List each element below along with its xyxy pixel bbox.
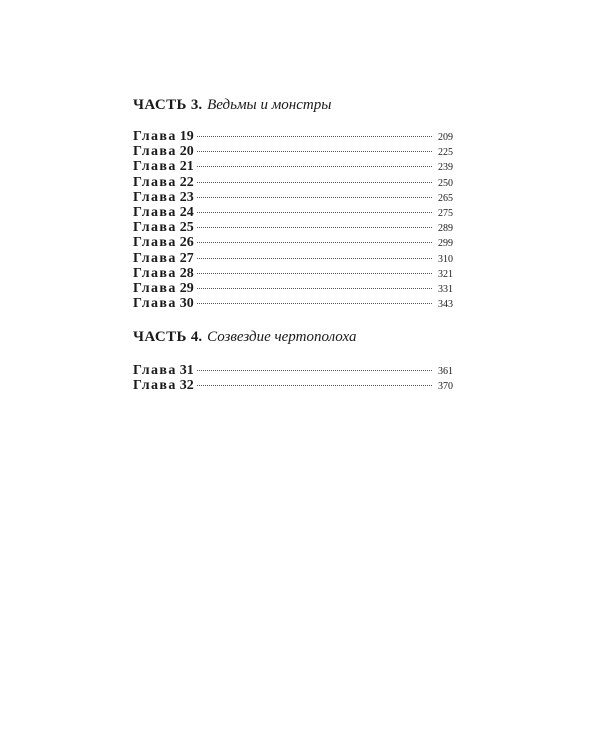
toc-entry: [133, 220, 453, 235]
part-label: ЧАСТЬ: [133, 329, 187, 346]
page-number: 343: [438, 299, 453, 311]
page-number: 310: [438, 253, 453, 265]
chapter-label: Глава: [133, 250, 177, 266]
chapter-label: Глава: [133, 189, 177, 205]
toc-entry: [133, 296, 453, 311]
chapter-number: 20: [179, 144, 194, 160]
chapter-number: 19: [179, 129, 194, 144]
page-number: 361: [438, 366, 453, 378]
part-number: 4.: [190, 329, 203, 346]
dot-leader: [197, 288, 432, 289]
page-number: 250: [438, 177, 453, 189]
page-number: 239: [438, 162, 453, 174]
chapter-number: 23: [179, 189, 194, 205]
dot-leader: [197, 136, 432, 137]
page-number: 225: [438, 147, 453, 159]
dot-leader: [197, 212, 432, 213]
part-number: 3.: [190, 97, 203, 113]
toc-entry: [133, 363, 453, 378]
chapter-number: 26: [179, 235, 194, 251]
toc-entry: [133, 251, 453, 266]
chapter-list-part-3: [133, 129, 453, 311]
dot-leader: [197, 258, 432, 259]
chapter-number: 24: [179, 204, 194, 220]
page-number: 321: [438, 268, 453, 280]
page-number: 331: [438, 283, 453, 295]
part-title: Ведьмы и монстры: [207, 97, 332, 113]
chapter-label: Глава: [133, 363, 177, 379]
chapter-label: Глава: [133, 220, 177, 236]
toc-entry: [133, 266, 453, 281]
chapter-label: Глава: [133, 378, 177, 394]
page-number: 370: [438, 381, 453, 393]
toc-entry: [133, 281, 453, 296]
page-number: 209: [438, 132, 453, 143]
page-number: 299: [438, 238, 453, 250]
toc-entry: [133, 190, 453, 205]
toc-entry: [133, 205, 453, 220]
chapter-number: 30: [179, 296, 194, 312]
chapter-label: Глава: [133, 235, 177, 251]
part-label: ЧАСТЬ: [133, 97, 187, 113]
dot-leader: [197, 370, 432, 371]
toc-entry: [133, 159, 453, 174]
dot-leader: [197, 227, 432, 228]
chapter-number: 25: [179, 220, 194, 236]
chapter-label: Глава: [133, 144, 177, 160]
chapter-number: 31: [179, 363, 194, 379]
dot-leader: [197, 303, 432, 304]
part-title: Созвездие чертополоха: [207, 329, 357, 346]
chapter-label: Глава: [133, 159, 177, 175]
chapter-list-part-4: [133, 363, 453, 393]
dot-leader: [197, 197, 432, 198]
dot-leader: [197, 242, 432, 243]
part-heading-4: [133, 328, 453, 346]
chapter-number: 22: [179, 174, 194, 190]
dot-leader: [197, 151, 432, 152]
chapter-label: Глава: [133, 280, 177, 296]
dot-leader: [197, 166, 432, 167]
chapter-label: Глава: [133, 204, 177, 220]
chapter-label: Глава: [133, 296, 177, 312]
chapter-number: 32: [179, 378, 194, 394]
toc-entry: [133, 129, 453, 144]
chapter-label: Глава: [133, 129, 177, 144]
chapter-number: 28: [179, 265, 194, 281]
chapter-number: 27: [179, 250, 194, 266]
toc-entry: [133, 175, 453, 190]
toc-entry: [133, 378, 453, 393]
chapter-label: Глава: [133, 265, 177, 281]
page-number: 275: [438, 207, 453, 219]
dot-leader: [197, 182, 432, 183]
chapter-label: Глава: [133, 174, 177, 190]
dot-leader: [197, 273, 432, 274]
part-heading-3: [133, 96, 453, 114]
toc-entry: [133, 235, 453, 250]
toc-entry: [133, 144, 453, 159]
table-of-contents: [133, 96, 453, 394]
chapter-number: 29: [179, 280, 194, 296]
chapter-number: 21: [179, 159, 194, 175]
dot-leader: [197, 385, 432, 386]
page-number: 289: [438, 223, 453, 235]
page-number: 265: [438, 192, 453, 204]
